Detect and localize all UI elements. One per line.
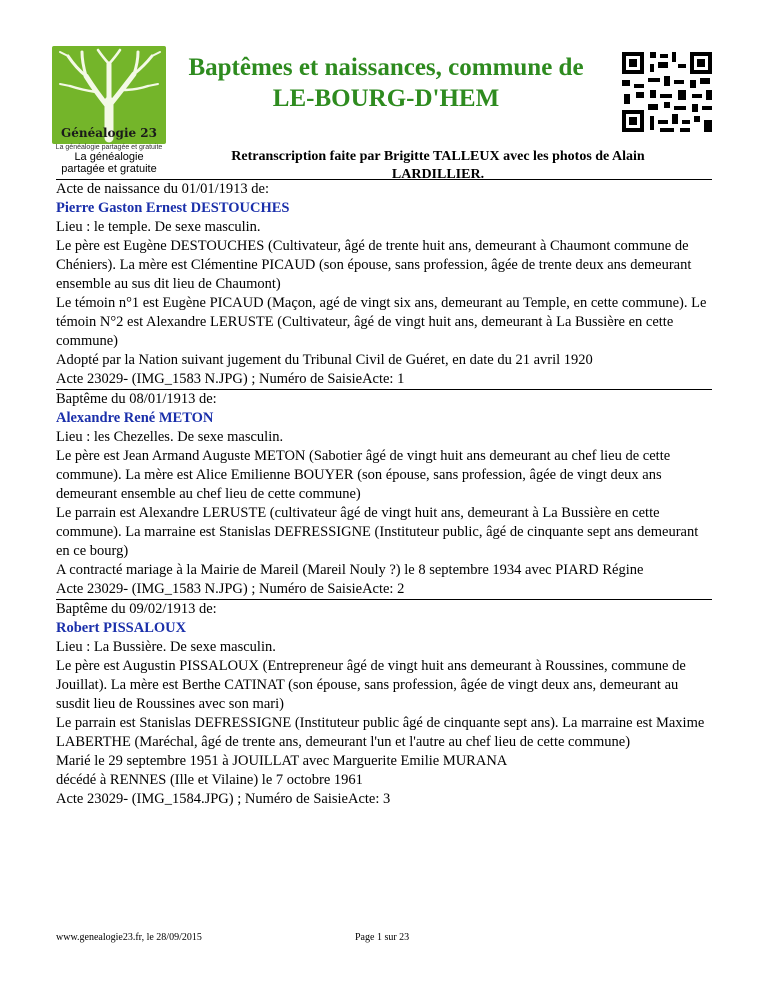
qr-code-icon[interactable] [620,50,714,134]
person-name: Robert PISSALOUX [56,620,187,636]
subtitle-line2: LARDILLIER. [391,167,485,182]
logo-caption [52,151,166,175]
record-line: Le père est Eugène DESTOUCHES (Cultivateur, âgé de trente huit ans, demeurant à Chaumont commune de Chéniers). La mère est Clémentine PICAUD (son épouse, sans profession, âgée de trente deux ans demeurant ensemble au sus dit lieu de Chaumont) [56,238,692,292]
record-line: Le parrain est Stanislas DEFRESSIGNE (Instituteur public âgé de cinquante sept ans). La marraine est Maxime LABERTHE (Maréchal, âgé de trente ans, demeurant l'un et l'autre au chef lieu de cette commune) [56,715,705,750]
person-name: Pierre Gaston Ernest DESTOUCHES [56,200,290,216]
record-line: Adopté par la Nation suivant jugement du Tribunal Civil de Guéret, en date du 21 avril 1920 [56,352,593,368]
person-name: Alexandre René METON [56,410,214,426]
record-line: Lieu : La Bussière. De sexe masculin. [56,639,276,655]
title-line1: Baptêmes et naissances, commune de [188,54,584,81]
title-line2: LE-BOURG-D'HEM [272,85,500,112]
logo-caption-line2: partagée et gratuite [61,163,157,175]
record [56,389,712,599]
logo-name: Généalogie 23 [60,126,158,140]
records-list [56,179,712,809]
record-line: Le parrain est Alexandre LERUSTE (cultivateur âgé de vingt huit ans, demeurant à La Bussière en cette commune). La marraine est Stanislas DEFRESSIGNE (Instituteur public, âgé de cinquante sept ans demeurant en ce bourg) [56,505,699,559]
record-heading: Baptême du 08/01/1913 de: [56,391,217,407]
record-heading: Baptême du 09/02/1913 de: [56,601,217,617]
record-line: décédé à RENNES (Ille et Vilaine) le 7 octobre 1961 [56,772,363,788]
record-heading: Acte de naissance du 01/01/1913 de: [56,181,270,197]
record [56,599,712,809]
record-line: Acte 23029- (IMG_1584.JPG) ; Numéro de SaisieActe: 3 [56,791,391,807]
record-line: Lieu : les Chezelles. De sexe masculin. [56,429,284,445]
record-line: Acte 23029- (IMG_1583 N.JPG) ; Numéro de SaisieActe: 2 [56,581,405,597]
record-line: Acte 23029- (IMG_1583 N.JPG) ; Numéro de SaisieActe: 1 [56,371,405,387]
record [56,179,712,389]
record-line: Le père est Augustin PISSALOUX (Entrepreneur âgé de vingt huit ans demeurant à Roussines, commune de Jouillat). La mère est Berthe CATINAT (son épouse, sans profession, âgée de vingt deux ans, demeurant au susdit lieu de Roussines avec son mari) [56,658,686,712]
record-line: Le témoin n°1 est Eugène PICAUD (Maçon, agé de vingt six ans, demeurant au Temple, en cette commune). Le témoin N°2 est Alexandre LERUSTE (Cultivateur, âgé de vingt huit ans, demeurant à La Bussière en cette commune) [56,295,707,349]
logo-caption-line1: La généalogie [74,151,144,163]
record-line: Marié le 29 septembre 1951 à JOUILLAT avec Marguerite Emilie MURANA [56,753,508,769]
footer-page-number: Page 1 sur 23 [355,932,410,943]
logo-tagline: La généalogie partagée et gratuite [55,144,163,151]
subtitle-line1: Retranscription faite par Brigitte TALLEUX avec les photos de Alain [231,149,645,164]
site-logo[interactable] [52,46,166,144]
record-line: Le père est Jean Armand Auguste METON (Sabotier âgé de vingt huit ans demeurant au chef lieu de cette commune). La mère est Alice Emilienne BOUYER (son épouse, sans profession, âgée de vingt deux ans demeurant ensemble au chef lieu de cette commune) [56,448,671,502]
footer-site-date: www.genealogie23.fr, le 28/09/2015 [56,932,202,943]
page-title [170,52,602,114]
record-line: A contracté mariage à la Mairie de Mareil (Mareil Nouly ?) le 8 septembre 1934 avec PIARD Régine [56,562,644,578]
record-line: Lieu : le temple. De sexe masculin. [56,219,261,235]
